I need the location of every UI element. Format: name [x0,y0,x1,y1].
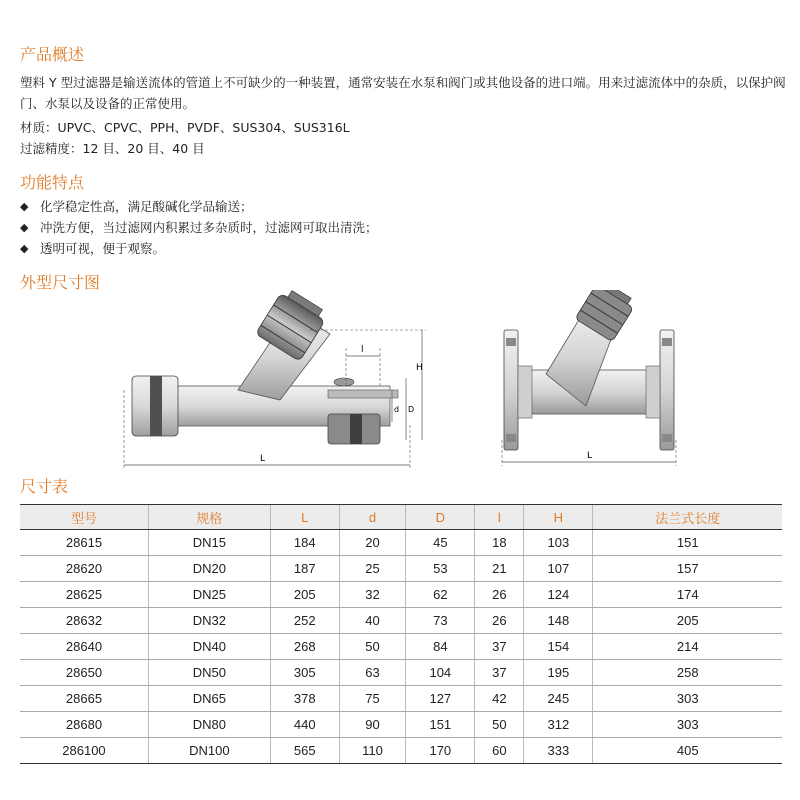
overview-title: 产品概述 [20,45,85,64]
table-cell: 286100 [20,738,148,764]
header-flange-length: 法兰式长度 [593,505,782,530]
table-cell: 148 [524,608,593,634]
header-D: D [406,505,475,530]
table-row [20,686,782,712]
table-row [20,530,782,556]
feature-item: ◆ 化学稳定性高，满足酸碱化学品输送； [20,196,378,217]
dim-H-label: H [416,363,423,373]
table-cell: 37 [475,634,524,660]
table-cell: 28620 [20,556,148,582]
table-cell: 28615 [20,530,148,556]
table-cell: 245 [524,686,593,712]
table-header-row [20,505,782,530]
table-cell: 18 [475,530,524,556]
dimension-table [20,504,782,764]
table-cell: 84 [406,634,475,660]
table-row [20,634,782,660]
table-cell: 42 [475,686,524,712]
feature-list [20,196,378,259]
table-cell: 104 [406,660,475,686]
header-spec: 规格 [148,505,270,530]
table-cell: 312 [524,712,593,738]
table-cell: DN20 [148,556,270,582]
precision-line: 过滤精度：12 目、20 目、40 目 [20,141,205,156]
table-cell: 174 [593,582,782,608]
table-cell: 28665 [20,686,148,712]
table-cell: DN40 [148,634,270,660]
table-cell: 37 [475,660,524,686]
table-cell: 25 [339,556,405,582]
header-L: L [270,505,339,530]
drawing-title: 外型尺寸图 [20,273,101,292]
table-cell: 103 [524,530,593,556]
table-cell: DN50 [148,660,270,686]
table-cell: 252 [270,608,339,634]
table-cell: 26 [475,608,524,634]
feature-item: ◆ 透明可视，便于观察。 [20,238,378,259]
table-cell: 184 [270,530,339,556]
table-cell: 28625 [20,582,148,608]
table-cell: 90 [339,712,405,738]
table-row [20,582,782,608]
table-cell: 50 [475,712,524,738]
table-cell: 73 [406,608,475,634]
flanged-strainer-drawing [490,290,710,470]
table-title: 尺寸表 [20,477,69,496]
dim-L-label: L [260,454,266,464]
table-row [20,712,782,738]
table-row [20,660,782,686]
table-cell: 45 [406,530,475,556]
header-l: l [475,505,524,530]
table-cell: 28632 [20,608,148,634]
table-cell: 62 [406,582,475,608]
table-cell: 21 [475,556,524,582]
table-cell: 268 [270,634,339,660]
table-cell: DN15 [148,530,270,556]
table-cell: 63 [339,660,405,686]
table-cell: 157 [593,556,782,582]
table-cell: 405 [593,738,782,764]
table-cell: 28680 [20,712,148,738]
flange-dim-L-label: L [587,451,593,461]
table-cell: DN32 [148,608,270,634]
table-cell: 124 [524,582,593,608]
table-cell: 50 [339,634,405,660]
table-cell: 305 [270,660,339,686]
header-d: d [339,505,405,530]
table-cell: 205 [593,608,782,634]
table-cell: 151 [406,712,475,738]
table-cell: DN25 [148,582,270,608]
table-cell: 565 [270,738,339,764]
features-title: 功能特点 [20,173,85,192]
table-cell: 26 [475,582,524,608]
dim-d-label: d [394,405,400,414]
table-row [20,556,782,582]
table-cell: 75 [339,686,405,712]
table-cell: 303 [593,686,782,712]
table-cell: 214 [593,634,782,660]
feature-item: ◆ 冲洗方便，当过滤网内积累过多杂质时，过滤网可取出清洗； [20,217,378,238]
table-cell: 195 [524,660,593,686]
table-cell: 60 [475,738,524,764]
table-cell: 154 [524,634,593,660]
table-cell: 107 [524,556,593,582]
dim-D-label: D [408,405,415,414]
table-row [20,608,782,634]
table-cell: 28640 [20,634,148,660]
table-cell: 333 [524,738,593,764]
table-cell: 170 [406,738,475,764]
table-cell: 53 [406,556,475,582]
table-cell: 205 [270,582,339,608]
dim-l-label: l [361,345,364,355]
table-row [20,738,782,764]
table-cell: 40 [339,608,405,634]
table-cell: 127 [406,686,475,712]
table-cell: 151 [593,530,782,556]
table-cell: 28650 [20,660,148,686]
header-model: 型号 [20,505,148,530]
table-cell: 20 [339,530,405,556]
socket-strainer-drawing [110,290,450,470]
table-cell: DN80 [148,712,270,738]
table-cell: 110 [339,738,405,764]
table-cell: 378 [270,686,339,712]
table-cell: 32 [339,582,405,608]
overview-description: 塑料 Y 型过滤器是输送流体的管道上不可缺少的一种装置，通常安装在水泵和阀门或其他设备的进口端。用来过滤流体中的杂质，以保护阀门、水泵以及设备的正常使用。 [20,75,786,111]
table-cell: DN100 [148,738,270,764]
table-cell: 258 [593,660,782,686]
table-body [20,530,782,764]
material-line: 材质：UPVC、CPVC、PPH、PVDF、SUS304、SUS316L [20,120,350,135]
table-cell: DN65 [148,686,270,712]
table-cell: 303 [593,712,782,738]
table-cell: 440 [270,712,339,738]
table-cell: 187 [270,556,339,582]
header-H: H [524,505,593,530]
